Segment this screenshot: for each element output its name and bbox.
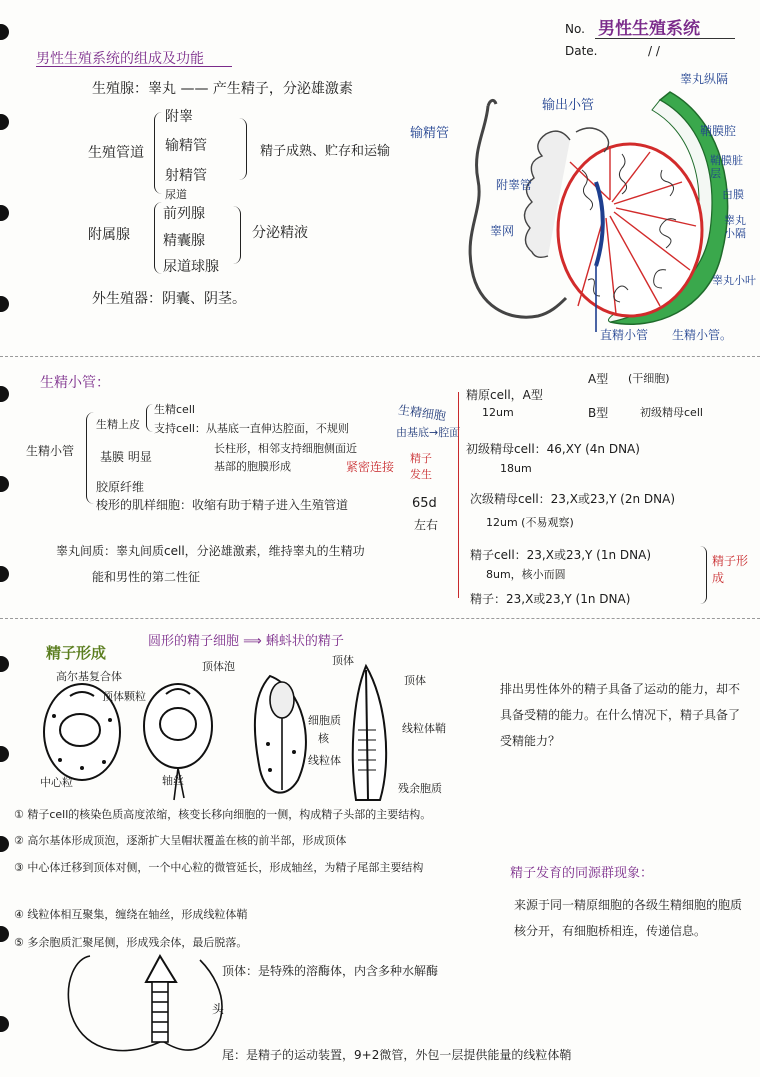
step-spermatid: 精子cell：23,X或23,Y (1n DNA) [470,548,652,562]
external-line: 外生殖器：阴囊、阴茎。 [92,291,246,307]
size-3: 12um (不易观察) [486,516,574,529]
fig-label-mito: 线粒体 [308,754,341,767]
label-albuginea: 白膜 [722,188,744,201]
label-tunica-cavity: 鞘膜腔 [700,124,737,138]
divider [0,618,760,619]
epithelium-brace [146,404,153,432]
side-note: 由基底→腔面 [396,426,461,439]
fig-label-mito-sheath: 线粒体鞘 [402,722,446,735]
step-sperm: 精子：23,X或23,Y (1n DNA) [470,592,631,606]
duct-item: 尿道 [165,188,187,201]
gland-item: 精囊腺 [163,233,205,249]
fig-label-centriole: 中心粒 [40,776,73,789]
fig-label-axoneme: 轴丝 [162,774,184,787]
testis-line: 生殖腺：睾丸 —— 产生精子，分泌雄激素 [92,81,353,97]
homology-text: 来源于同一精原细胞的各级生精细胞的胞质核分开，有细胞桥相连，传递信息。 [514,898,743,938]
myoid-cells: 梭形的肌样细胞：收缩有助于精子进入生殖管道 [96,498,349,512]
a-type-note: (干细胞) [628,372,670,385]
step-item: ⑤ 多余胞质汇聚尾侧，形成残余体，最后脱落。 [14,936,248,949]
spermiogenesis-label: 精子形成 [712,554,749,585]
fig-label-acro-vesicle: 顶体泡 [202,660,235,673]
gland-item: 尿道球腺 [163,259,219,275]
divider [0,356,760,357]
section1-heading-underline [36,66,232,67]
duct-item: 射精管 [165,168,207,184]
homology-title: 精子发育的同源群现象： [510,866,654,881]
sertoli-note: 基部的胞膜形成 [214,460,291,473]
tubule-label: 生精小管 [26,444,75,458]
duration-unit: 左右 [414,518,439,532]
section2-heading: 生精小管： [40,375,110,391]
side-note: 精子发生 [410,452,432,481]
interstitium-line: 能和男性的第二性征 [92,570,201,584]
tight-junction: 紧密连接 [346,460,395,474]
label-straight-tubule: 直精小管 [600,328,649,342]
b-type: B型 [588,406,609,420]
flow-line [458,392,459,598]
interstitium-line: 睾丸间质：睾丸间质cell，分泌雄激素，维持睾丸的生精功 [56,544,365,558]
side-note: 生精细胞 [397,402,447,424]
step-primary: 初级精母cell：46,XY (4n DNA) [466,442,640,456]
label-epididymis: 附睾管 [496,178,533,192]
section1-heading: 男性生殖系统的组成及功能 [36,51,204,67]
section3-subheading: 圆形的精子细胞 ⟹ 蝌蚪状的精子 [148,634,344,649]
label-seminiferous: 生精小管。 [672,328,733,342]
step-item: ④ 线粒体相互聚集，缠绕在轴丝，形成线粒体鞘 [14,908,248,921]
size-4: 8um，核小而圆 [486,568,566,581]
question-text: 排出男性体外的精子具备了运动的能力，却不具备受精的能力。在什么情况下，精子具备了受精能力？ [500,682,741,748]
glands-function: 分泌精液 [252,225,308,241]
ducts-function: 精子成熟、贮存和运输 [260,144,391,159]
label-lobule: 睾丸小叶 [712,274,756,287]
tubule-brace [86,412,95,504]
sperm-brace [700,546,707,604]
label-efferent-ductules: 输出小管 [542,98,595,113]
glands-label: 附属腺 [88,227,130,243]
label-rete: 睾网 [490,224,515,238]
size-1: 12um [482,406,514,419]
tail-note: 尾：是精子的运动装置，9+2微管，外包一层提供能量的线粒体鞘 [222,1048,572,1062]
collagen-fibers: 胶原纤维 [96,480,145,494]
step-item: ③ 中心体迁移到顶体对侧，一个中心粒的微管延长，形成轴丝，为精子尾部主要结构 [14,861,424,874]
sertoli-note: 长柱形，相邻支持细胞侧面近 [214,442,357,455]
ducts-brace [154,112,163,194]
label-mediastinum: 睾丸纵隔 [680,72,729,86]
label-septa: 睾丸小隔 [724,214,746,240]
size-2: 18um [500,462,532,475]
page-title: 男性生殖系统 [598,19,700,39]
ducts-label: 生殖管道 [88,145,144,161]
binder-holes [0,0,12,1077]
date-label: Date. [565,44,598,58]
fig-label-nucleus: 核 [318,732,329,745]
sertoli-cell: 支持cell：从基底一直伸达腔面，不规则 [154,422,349,435]
glands-brace-right [232,206,241,264]
duct-item: 附睾 [165,109,193,125]
duct-item: 输精管 [165,138,207,154]
step-secondary: 次级精母cell：23,X或23,Y (2n DNA) [470,492,676,506]
epithelium-label: 生精上皮 [96,418,140,431]
fig-label-golgi: 高尔基复合体 [56,670,122,683]
head-label: 头 [212,1002,225,1016]
a-type: A型 [588,372,609,386]
glands-brace [154,202,163,274]
ducts-brace-right [238,118,247,180]
fig-label-acrosome-2: 顶体 [404,674,426,687]
fig-label-acrosome: 顶体 [332,654,354,667]
step-item: ① 精子cell的核染色质高度浓缩，核变长移向细胞的一侧，构成精子头部的主要结构。 [14,808,432,821]
gland-item: 前列腺 [163,206,205,222]
step-item: ② 高尔基体形成顶泡，逐渐扩大呈帽状覆盖在核的前半部，形成顶体 [14,834,347,847]
section3-heading: 精子形成 [46,644,107,662]
basement-membrane: 基膜 明显 [100,450,152,464]
acrosome-note: 顶体：是特殊的溶酶体，内含多种水解酶 [222,964,439,978]
spermatogenic-cells: 生精cell [154,403,195,416]
date-value: / / [648,44,660,58]
title-underline [595,38,735,39]
duration: 65d [412,496,437,511]
b-type-note: 初级精母cell [640,406,703,419]
no-label: No. [565,22,585,36]
step-spermatogonia: 精原cell，A型 [466,388,543,402]
label-tunica-visceral: 鞘膜脏层 [710,154,743,180]
fig-label-acro-granule: 顶体颗粒 [102,690,146,703]
fig-label-residual: 残余胞质 [398,782,442,795]
label-vas-deferens: 输精管 [410,126,450,141]
fig-label-cytoplasm: 细胞质 [308,714,341,727]
